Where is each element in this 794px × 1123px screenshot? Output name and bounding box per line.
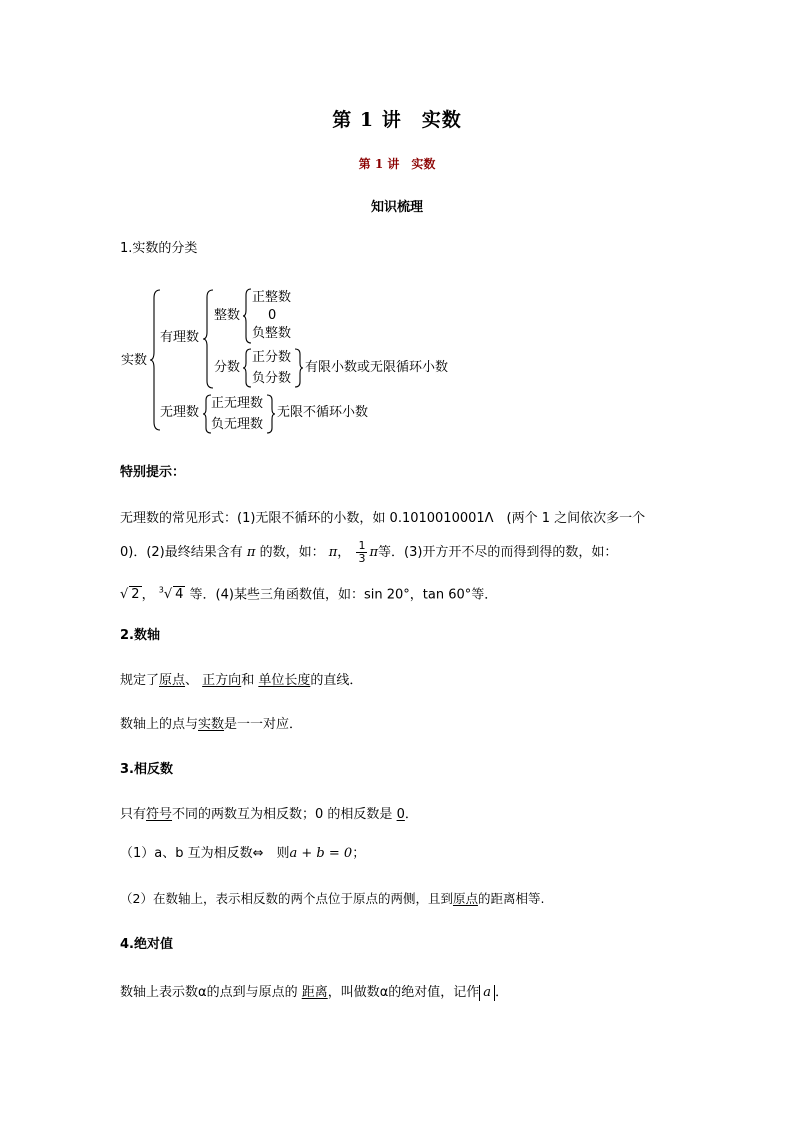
equation-a-plus-b: a + b = 0 <box>289 846 353 861</box>
opposite-definition: 只有符号不同的两数互为相反数；0 的相反数是 0． <box>120 807 418 822</box>
tree-integer: 整数 <box>214 308 241 323</box>
cube-root-four: $^3$√ 4 <box>158 586 184 603</box>
tree-irrational: 无理数 <box>160 405 200 420</box>
tips-line-1: 无理数的常见形式：(1)无限不循环的小数，如 0.1010010001Λ (两个 1 之间依次多一个 <box>120 511 646 526</box>
tree-positive-integer: 正整数 <box>252 290 292 305</box>
pi-symbol: π <box>246 545 256 560</box>
tree-positive-fraction: 正分数 <box>252 350 292 365</box>
number-line-correspondence: 数轴上的点与实数是一一对应． <box>120 717 303 732</box>
absolute-value-heading: 4.绝对值 <box>120 937 173 952</box>
absolute-value-notation: a <box>479 985 495 1001</box>
tips-line-3: √ 2 ， $^3$√ 4 等．(4)某些三角函数值，如：sin 20°，tan 60°等． <box>120 586 498 603</box>
brace-irrational-right <box>267 395 277 433</box>
page-title: 第 1 讲 实数 <box>332 109 462 131</box>
blank-distance: 距离 <box>301 985 328 1000</box>
blank-real-number: 实数 <box>198 717 225 732</box>
blank-zero: 0 <box>396 807 405 822</box>
tree-positive-irrational: 正无理数 <box>211 396 264 411</box>
pi-example: π <box>328 545 338 560</box>
blank-unit-length: 单位长度 <box>258 673 311 688</box>
tree-rational: 有理数 <box>160 330 200 345</box>
lesson-subtitle: 第 1 讲 实数 <box>358 157 436 171</box>
opposite-rule-2: （2）在数轴上，表示相反数的两个点位于原点的两侧，且到原点的距离相等. <box>120 891 545 906</box>
tree-irrational-note: 无限不循环小数 <box>277 405 369 420</box>
tree-fraction: 分数 <box>214 360 241 375</box>
blank-origin: 原点 <box>159 673 186 688</box>
tree-negative-irrational: 负无理数 <box>211 417 264 432</box>
blank-positive-direction: 正方向 <box>202 673 242 688</box>
tips-heading: 特别提示： <box>120 465 186 480</box>
sqrt-two: √ 2 <box>120 587 140 603</box>
opposite-number-heading: 3.相反数 <box>120 762 173 777</box>
brace-fraction-right <box>295 349 305 387</box>
absolute-value-definition: 数轴上表示数α的点到与原点的 距离，叫做数α的绝对值，记作 a ． <box>120 985 509 1000</box>
section-heading: 知识梳理 <box>370 200 423 215</box>
opposite-rule-1: （1）a、b 互为相反数⇔ 则a + b = 0； <box>120 846 366 861</box>
number-line-definition: 规定了原点、 正方向和 单位长度的直线． <box>120 673 363 688</box>
blank-origin-2: 原点 <box>452 891 478 906</box>
tree-zero: 0 <box>268 308 277 323</box>
blank-sign: 符号 <box>146 807 173 822</box>
tree-negative-integer: 负整数 <box>252 326 292 341</box>
classification-heading: 1.实数的分类 <box>120 241 198 256</box>
number-line-heading: 2.数轴 <box>120 628 160 643</box>
tree-root: 实数 <box>121 353 148 368</box>
tree-negative-fraction: 负分数 <box>252 371 292 386</box>
fraction-one-third: $\frac{1}{3}$ <box>358 539 366 565</box>
tree-fraction-note: 有限小数或无限循环小数 <box>305 360 449 375</box>
tips-line-2: 0)．(2)最终结果含有 π 的数，如： π， $\frac{1}{3}$ π等．(3)开方开不尽的而得到得的数，如： <box>120 539 618 565</box>
